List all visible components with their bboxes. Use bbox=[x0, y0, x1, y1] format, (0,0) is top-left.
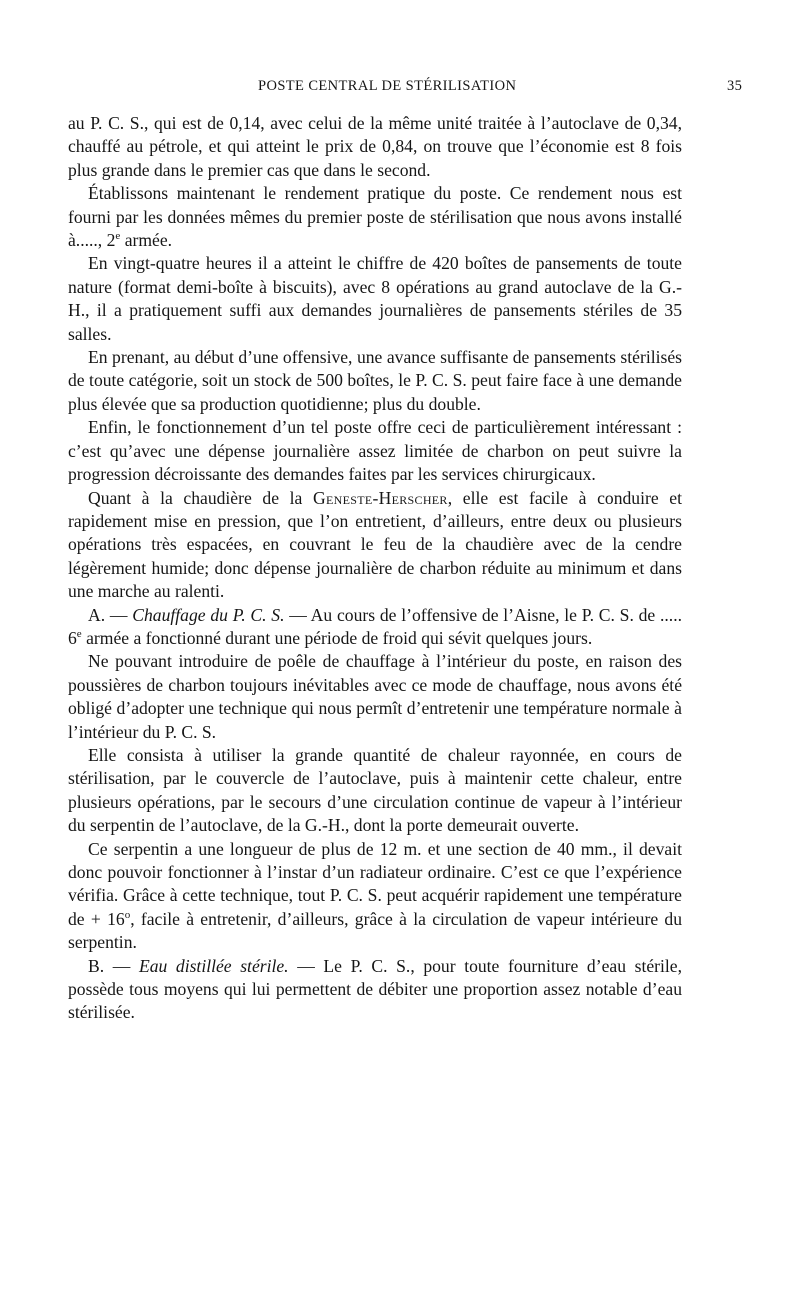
paragraph-3 bbox=[68, 252, 682, 346]
section-b-title: Eau distillée stérile. bbox=[138, 955, 289, 976]
page-number: 35 bbox=[727, 78, 743, 94]
paragraph-2 bbox=[68, 182, 682, 252]
paragraph-2-text-b: armée. bbox=[120, 230, 173, 251]
paragraph-5-text: Enfin, le fonctionnement d’un tel poste offre ceci de particulièrement intéressant : c’est qu’avec une dépense journalière assez limitée de charbon on peut suivre la progression décroissante des demandes faites par les services chirurgicaux. bbox=[68, 417, 682, 485]
section-b-label: B. — bbox=[88, 955, 139, 976]
paragraph-8 bbox=[68, 650, 682, 744]
running-title: POSTE CENTRAL DE STÉRILISATION bbox=[258, 78, 517, 94]
paragraph-7 bbox=[68, 604, 682, 651]
paragraph-4-text: En prenant, au début d’une offensive, une avance suffisante de pansements stérilisés de toute catégorie, soit un stock de 500 boîtes, le P. C. S. peut faire face à une demande plus élevée que sa production quotidienne; plus du double. bbox=[68, 347, 682, 414]
paragraph-6 bbox=[68, 487, 682, 604]
paragraph-5 bbox=[68, 416, 682, 486]
paragraph-10 bbox=[68, 838, 682, 955]
paragraph-1 bbox=[68, 112, 682, 182]
running-head bbox=[0, 78, 800, 100]
paragraph-6-text-a: Quant à la chaudière de la bbox=[88, 487, 313, 508]
paragraph-7-text-c: armée a fonctionné durant une période de froid qui sévit quelques jours. bbox=[81, 627, 593, 648]
paragraph-3-text: En vingt-quatre heures il a atteint le chiffre de 420 boîtes de pansements de toute nature (format demi-boîte à biscuits), avec 8 opérations au grand autoclave de la G.-H., il a pratiquement suffi aux demandes journalières de pansements stériles de 35 salles. bbox=[68, 253, 682, 344]
paragraph-10-text-b: , facile à entretenir, d’ailleurs, grâce à la circulation de vapeur intérieure du serpentin. bbox=[68, 908, 683, 953]
paragraph-9-text: Elle consista à utiliser la grande quantité de chaleur rayonnée, en cours de stérilisation, par le couvercle de l’autoclave, puis à maintenir cette chaleur, entre plusieurs opérations, par le secours d’une circulation continue de vapeur à l’intérieur du serpentin de l’autoclave, de la G.-H., dont la porte demeurait ouverte. bbox=[68, 744, 682, 836]
paragraph-11 bbox=[68, 955, 682, 1025]
paragraph-9 bbox=[68, 744, 682, 838]
body-text bbox=[68, 112, 682, 1025]
section-a-label: A. — bbox=[88, 604, 133, 625]
paragraph-11-text-b: — Le P. C. S., pour toute fourniture d’eau stérile, possède tous moyens qui lui permettent de débiter une proportion assez notable d’eau stérilisée. bbox=[68, 955, 682, 1023]
paragraph-2-text-a: Établissons maintenant le rendement pratique du poste. Ce rendement nous est fourni par les données mêmes du premier poste de stérilisation que nous avons installé à....., 2 bbox=[68, 183, 682, 251]
paragraph-7-text-b: — Au cours de l’offensive de l’Aisne, le P. C. S. de ..... 6 bbox=[68, 604, 683, 648]
paragraph-8-text: Ne pouvant introduire de poêle de chauffage à l’intérieur du poste, en raison des poussières de charbon toujours inévitables avec ce mode de chauffage, nous avons été obligé d’adopter une technique qui nous permît d’entretenir une température normale à l’intérieur du P. C. S. bbox=[68, 651, 682, 742]
superscript-e: e bbox=[115, 230, 121, 243]
section-a-title: Chauffage du P. C. S. bbox=[132, 604, 285, 625]
paragraph-10-text-a: Ce serpentin a une longueur de plus de 12 m. et une section de 40 mm., il devait donc pouvoir fonctionner à l’instar d’un radiateur ordinaire. C’est ce que l’expérience vérifia. Grâce à cette technique, tout P. C. S. peut acquérir rapidement une température de + 16 bbox=[68, 838, 682, 929]
boiler-maker-name: Geneste-Herscher bbox=[312, 487, 448, 508]
superscript-e: e bbox=[76, 628, 82, 641]
paragraph-6-text-b: , elle est facile à conduire et rapidement mise en pression, que l’on entretient, d’ailleurs, entre deux ou plusieurs opérations très espacées, en couvrant le feu de la chaudière avec de la cendre légèrement humide; donc dépense journalière de charbon réduite au minimum et dans une marche au ralenti. bbox=[68, 487, 682, 602]
paragraph-4 bbox=[68, 346, 682, 416]
superscript-degree: o bbox=[124, 908, 131, 921]
paragraph-1-text: au P. C. S., qui est de 0,14, avec celui de la même unité traitée à l’autoclave de 0,34, chauffé au pétrole, et qui atteint le prix de 0,84, on trouve que l’économie est 8 fois plus grande dans le premier cas que dans le second. bbox=[68, 113, 682, 180]
